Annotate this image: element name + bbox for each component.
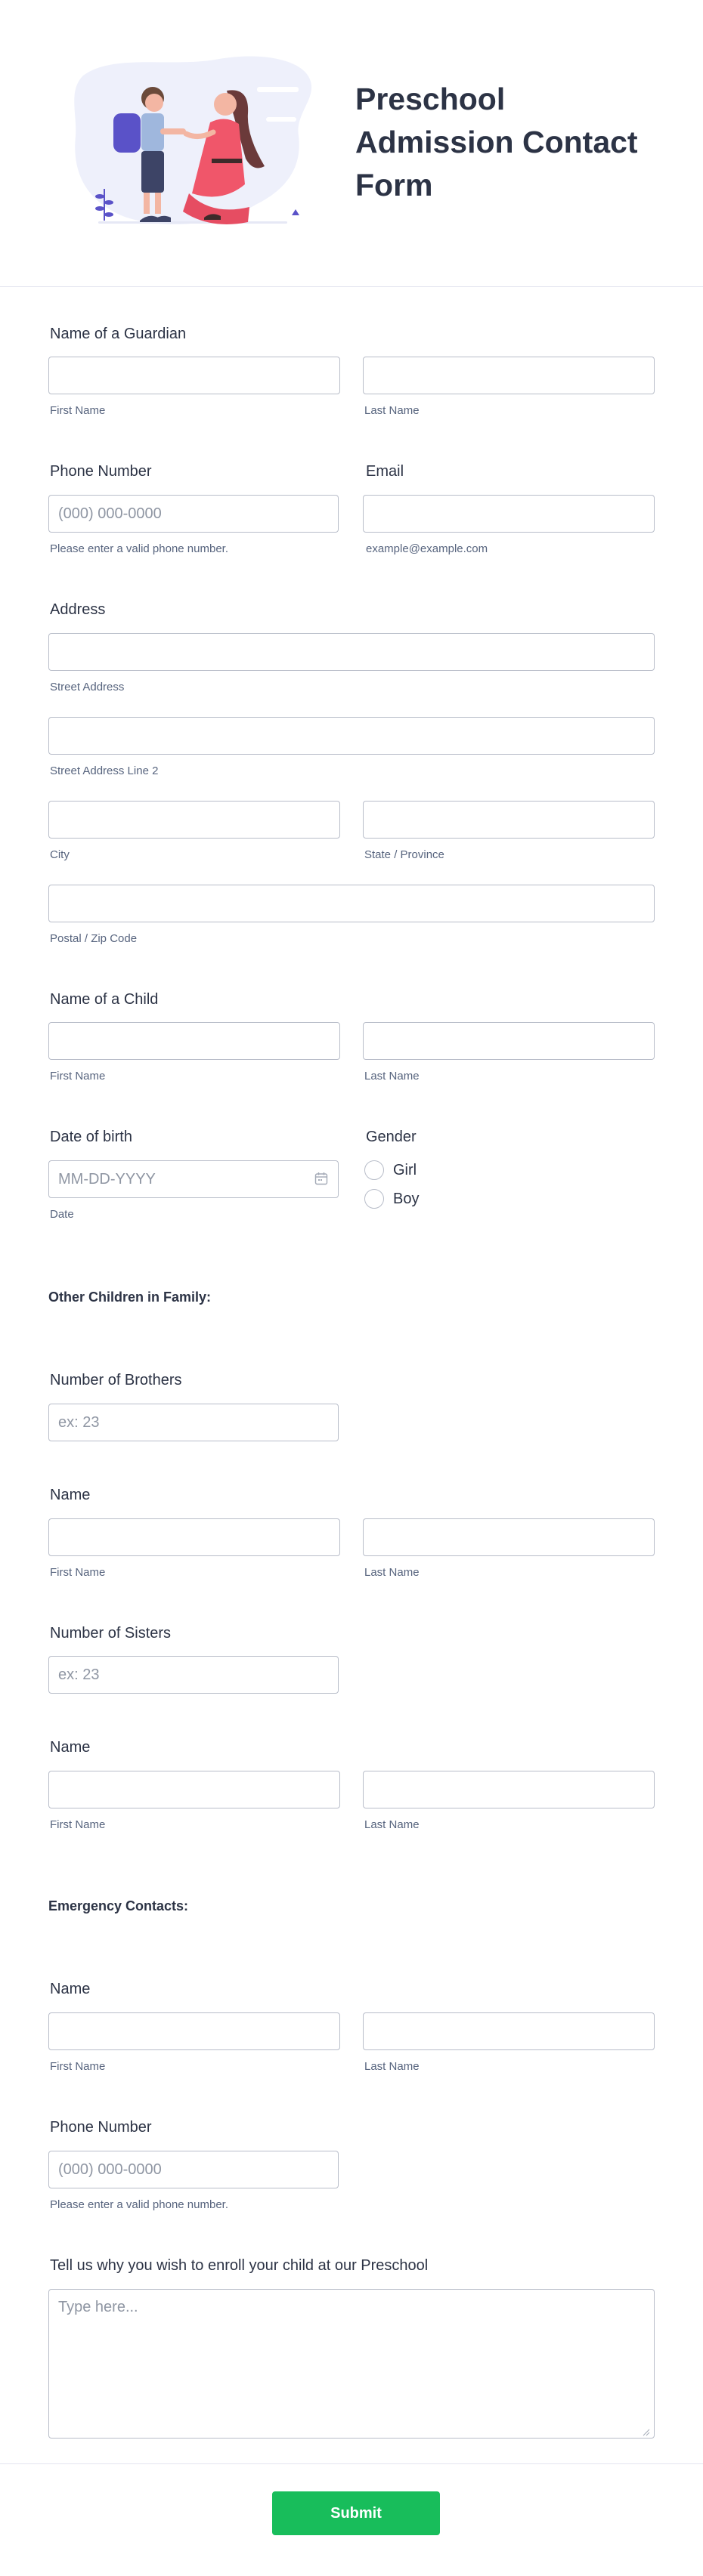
street-address-sublabel: Street Address — [50, 681, 125, 693]
sister-first-sublabel: First Name — [50, 1818, 106, 1831]
child-last-name-input[interactable] — [363, 1022, 655, 1060]
street-address-line2-input[interactable] — [48, 717, 655, 755]
submit-button[interactable]: Submit — [272, 2491, 440, 2535]
sisters-name-label: Name — [50, 1739, 91, 1756]
state-sublabel: State / Province — [364, 848, 444, 861]
child-first-sublabel: First Name — [50, 1070, 106, 1083]
calendar-icon[interactable] — [314, 1172, 328, 1185]
sisters-count-label: Number of Sisters — [50, 1625, 172, 1642]
dob-field — [48, 1160, 339, 1198]
emergency-phone-sublabel: Please enter a valid phone number. — [50, 2198, 228, 2211]
emergency-first-name-input[interactable] — [48, 2012, 340, 2050]
phone-sublabel: Please enter a valid phone number. — [50, 542, 228, 555]
child-last-sublabel: Last Name — [364, 1070, 420, 1083]
guardian-first-name-input[interactable] — [48, 357, 340, 394]
dob-input[interactable] — [48, 1160, 339, 1198]
gender-option-girl[interactable] — [364, 1160, 417, 1181]
phone-input[interactable] — [48, 495, 339, 533]
guardian-first-sublabel: First Name — [50, 404, 106, 417]
brother-last-sublabel: Last Name — [364, 1566, 420, 1579]
brothers-count-label: Number of Brothers — [50, 1372, 182, 1388]
sisters-count-input[interactable] — [48, 1656, 339, 1694]
email-label: Email — [366, 463, 404, 480]
state-input[interactable] — [363, 801, 655, 839]
child-first-name-input[interactable] — [48, 1022, 340, 1060]
resize-handle-icon[interactable] — [643, 2429, 650, 2436]
radio-circle-icon[interactable] — [364, 1160, 384, 1180]
street-address-input[interactable] — [48, 633, 655, 671]
child-label: Name of a Child — [50, 991, 159, 1008]
emergency-phone-label: Phone Number — [50, 2119, 152, 2136]
zip-code-sublabel: Postal / Zip Code — [50, 932, 138, 945]
radio-circle-icon[interactable] — [364, 1189, 384, 1209]
city-sublabel: City — [50, 848, 70, 861]
sister-last-sublabel: Last Name — [364, 1818, 420, 1831]
sister-last-name-input[interactable] — [363, 1771, 655, 1808]
footer-divider — [0, 2463, 703, 2464]
emergency-phone-input[interactable] — [48, 2151, 339, 2188]
phone-label: Phone Number — [50, 463, 152, 480]
sister-first-name-input[interactable] — [48, 1771, 340, 1808]
email-input[interactable] — [363, 495, 655, 533]
dob-label: Date of birth — [50, 1129, 132, 1145]
emergency-first-sublabel: First Name — [50, 2060, 106, 2073]
street-address-line2-sublabel: Street Address Line 2 — [50, 764, 159, 777]
guardian-label: Name of a Guardian — [50, 326, 187, 342]
reason-textarea[interactable] — [48, 2289, 655, 2439]
form-header — [0, 0, 703, 287]
preschool-illustration — [68, 45, 317, 242]
brothers-count-input[interactable] — [48, 1404, 339, 1441]
dob-sublabel: Date — [50, 1208, 74, 1221]
guardian-last-sublabel: Last Name — [364, 404, 420, 417]
address-label: Address — [50, 601, 106, 618]
gender-option-boy[interactable] — [364, 1188, 419, 1209]
email-sublabel: example@example.com — [366, 542, 488, 555]
emergency-last-name-input[interactable] — [363, 2012, 655, 2050]
gender-option-label: Girl — [393, 1161, 417, 1178]
brother-first-name-input[interactable] — [48, 1518, 340, 1556]
emergency-last-sublabel: Last Name — [364, 2060, 420, 2073]
gender-option-label: Boy — [393, 1190, 420, 1207]
brothers-name-label: Name — [50, 1487, 91, 1503]
zip-code-input[interactable] — [48, 885, 655, 922]
reason-label: Tell us why you wish to enroll your child at our Preschool — [50, 2257, 429, 2274]
brother-last-name-input[interactable] — [363, 1518, 655, 1556]
brother-first-sublabel: First Name — [50, 1566, 106, 1579]
other-children-heading: Other Children in Family: — [48, 1290, 212, 1305]
gender-label: Gender — [366, 1129, 417, 1145]
emergency-name-label: Name — [50, 1981, 91, 1997]
emergency-heading: Emergency Contacts: — [48, 1898, 189, 1913]
form-title: Preschool Admission Contact Form — [355, 82, 638, 202]
city-input[interactable] — [48, 801, 340, 839]
guardian-last-name-input[interactable] — [363, 357, 655, 394]
